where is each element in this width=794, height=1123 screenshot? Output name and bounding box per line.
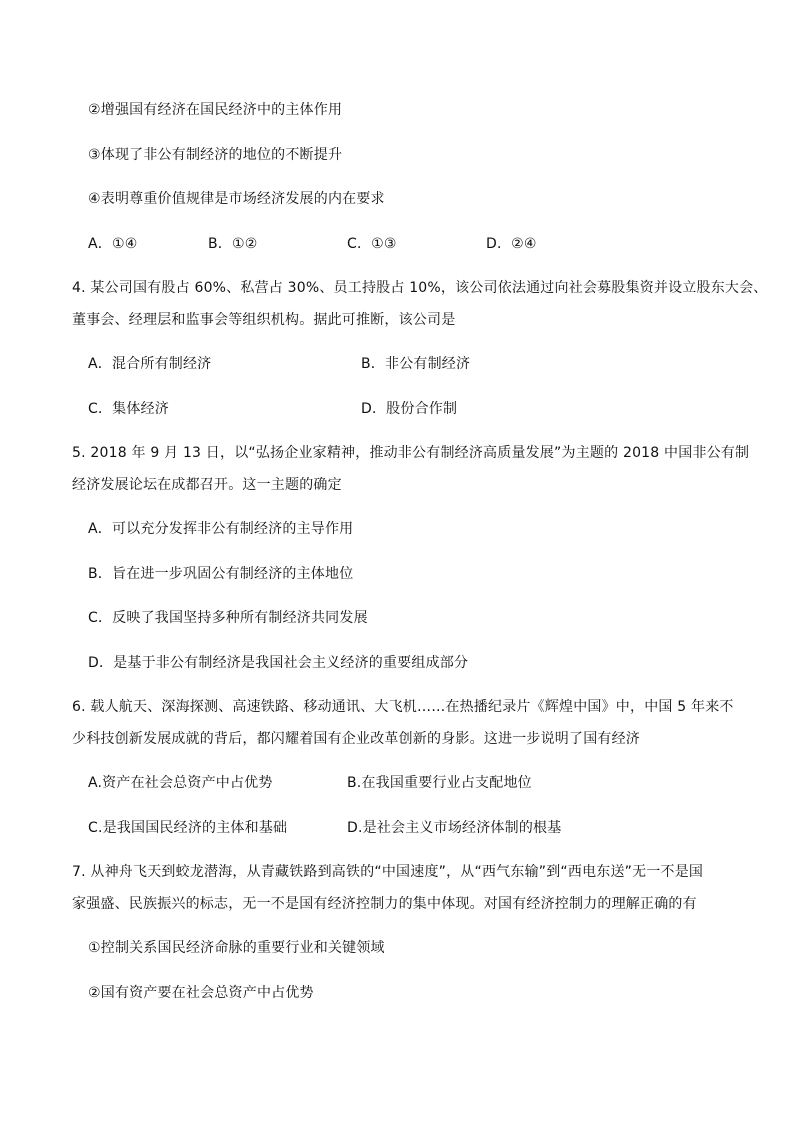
q3-option-a: A．①④ — [88, 236, 138, 252]
q4-stem-line-1: 4. 某公司国有股占 60%、私营占 30%、员工持股占 10%，该公司依法通过向社会募股集资并设立股东大会、 — [72, 280, 768, 296]
q3-option-d: D．②④ — [486, 236, 537, 252]
q7-statement-1: ①控制关系国民经济命脉的重要行业和关键领域 — [88, 940, 385, 956]
q4-option-c: C．集体经济 — [88, 401, 169, 417]
q3-statement-2: ②增强国有经济在国民经济中的主体作用 — [88, 102, 343, 118]
q4-option-a: A．混合所有制经济 — [88, 356, 212, 372]
q6-stem-line-2: 少科技创新发展成就的背后，都闪耀着国有企业改革创新的身影。这进一步说明了国有经济 — [72, 731, 640, 747]
q6-option-b: B.在我国重要行业占支配地位 — [347, 775, 532, 791]
q3-option-c: C．①③ — [347, 236, 397, 252]
q5-stem-line-2: 经济发展论坛在成都召开。这一主题的确定 — [72, 477, 342, 493]
q3-option-b: B．①② — [208, 236, 258, 252]
q5-stem-line-1: 5. 2018 年 9 月 13 日，以“弘扬企业家精神，推动非公有制经济高质量发展”为主题的 2018 中国非公有制 — [72, 445, 750, 461]
q5-option-d: D．是基于非公有制经济是我国社会主义经济的重要组成部分 — [88, 655, 469, 671]
q4-option-b: B．非公有制经济 — [361, 356, 471, 372]
q7-stem-line-2: 家强盛、民族振兴的标志，无一不是国有经济控制力的集中体现。对国有经济控制力的理解正确的有 — [72, 896, 697, 912]
q6-option-d: D.是社会主义市场经济体制的根基 — [347, 820, 562, 836]
q6-option-c: C.是我国国民经济的主体和基础 — [88, 820, 288, 836]
q3-statement-4: ④表明尊重价值规律是市场经济发展的内在要求 — [88, 191, 385, 207]
q6-stem-line-1: 6. 载人航天、深海探测、高速铁路、移动通讯、大飞机……在热播纪录片《辉煌中国》中，中国 5 年来不 — [72, 699, 734, 715]
q5-option-c: C．反映了我国坚持多种所有制经济共同发展 — [88, 610, 368, 626]
q5-option-b: B．旨在进一步巩固公有制经济的主体地位 — [88, 566, 354, 582]
q5-option-a: A．可以充分发挥非公有制经济的主导作用 — [88, 521, 354, 537]
q4-stem-line-2: 董事会、经理层和监事会等组织机构。据此可推断，该公司是 — [72, 312, 456, 328]
q6-option-a: A.资产在社会总资产中占优势 — [88, 775, 273, 791]
q3-statement-3: ③体现了非公有制经济的地位的不断提升 — [88, 147, 343, 163]
q4-option-d: D．股份合作制 — [361, 401, 458, 417]
q7-stem-line-1: 7. 从神舟飞天到蛟龙潜海，从青藏铁路到高铁的“中国速度”，从“西气东输”到“西电东送”无一不是国 — [72, 864, 704, 880]
q7-statement-2: ②国有资产要在社会总资产中占优势 — [88, 985, 314, 1001]
